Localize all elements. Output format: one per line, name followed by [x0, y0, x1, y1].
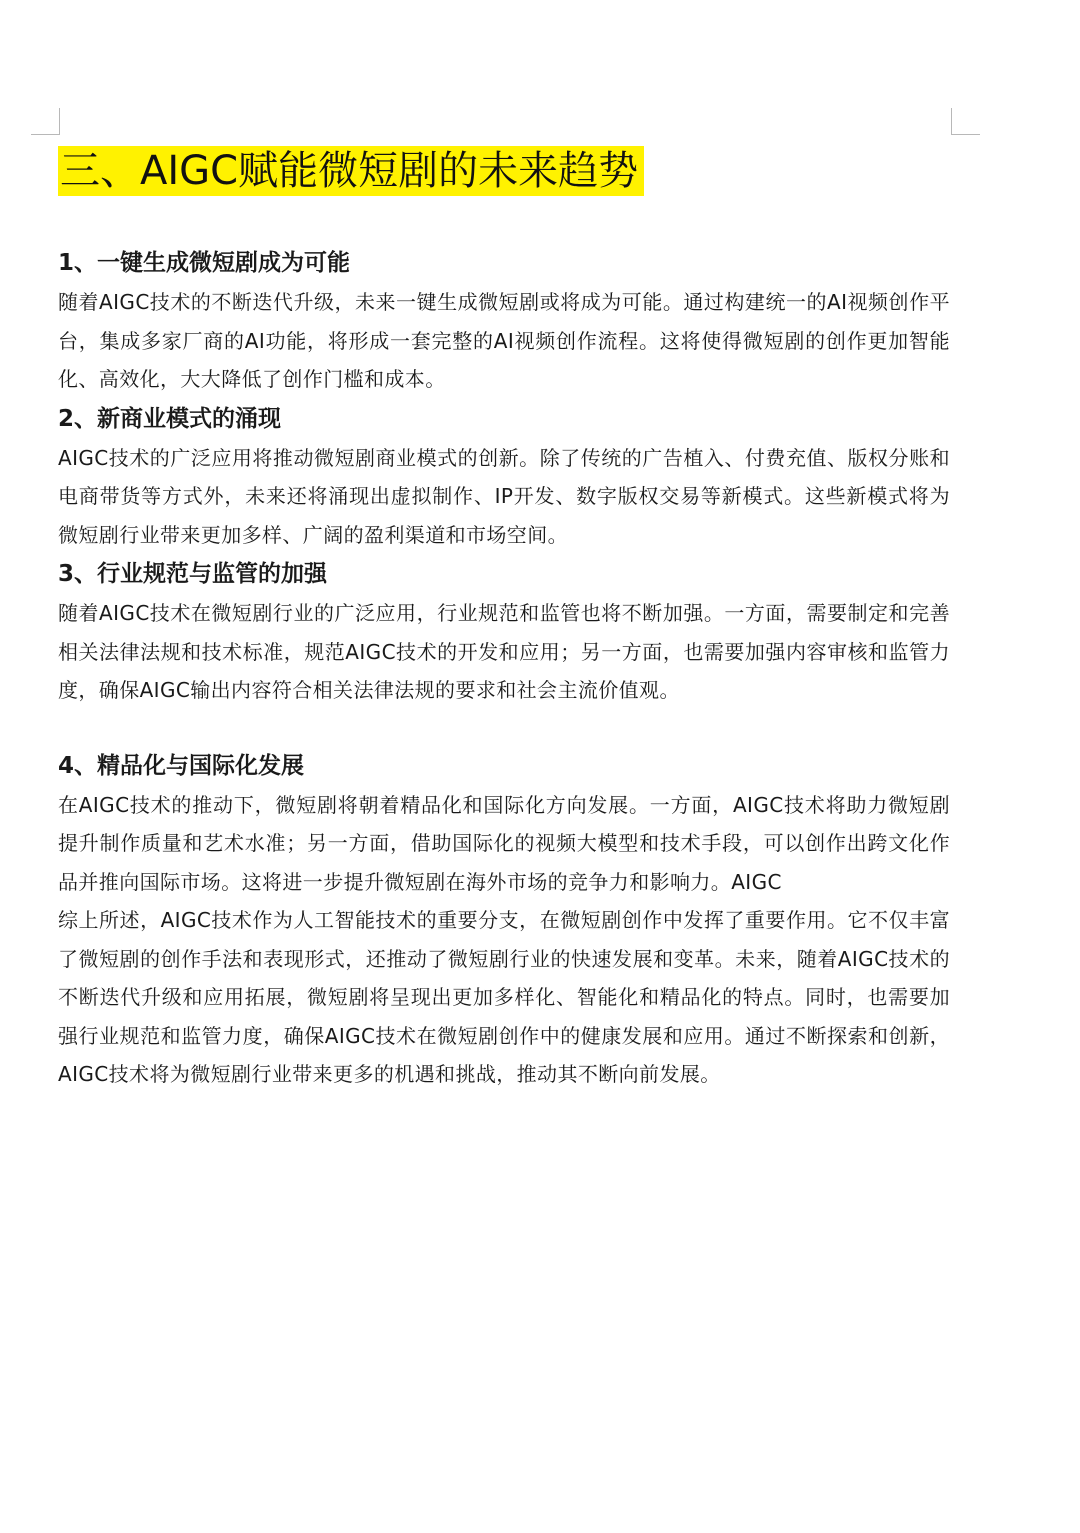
section-paragraph: AIGC技术的广泛应用将推动微短剧商业模式的创新。除了传统的广告植入、付费充值、版权分账和电商带货等方式外，未来还将涌现出虚拟制作、IP开发、数字版权交易等新模式。这些新模式将为微短剧行业带来更加多样、广阔的盈利渠道和市场空间。: [58, 445, 950, 547]
section-heading: 1、一键生成微短剧成为可能: [58, 250, 351, 276]
section-new-business-models: [58, 399, 950, 555]
page-title: 三、AIGC赋能微短剧的未来趋势: [58, 146, 644, 196]
section-heading: 3、行业规范与监管的加强: [58, 561, 328, 587]
crop-mark-top-left: [31, 108, 60, 135]
section-paragraph: 随着AIGC技术在微短剧行业的广泛应用，行业规范和监管也将不断加强。一方面，需要制定和完善相关法律法规和技术标准，规范AIGC技术的开发和应用；另一方面，也需要加强内容审核和监管力度，确保AIGC输出内容符合相关法律法规的要求和社会主流价值观。: [58, 601, 950, 702]
section-heading: 2、新商业模式的涌现: [58, 405, 282, 432]
crop-mark-top-right: [951, 108, 980, 135]
section-heading: 4、精品化与国际化发展: [58, 752, 305, 779]
section-paragraph: 随着AIGC技术的不断迭代升级，未来一键生成微短剧或将成为可能。通过构建统一的AI视频创作平台，集成多家厂商的AI功能，将形成一套完整的AI视频创作流程。这将使得微短剧的创作更加智能化、高效化，大大降低了创作门槛和成本。: [58, 290, 950, 391]
paragraph-gap: [58, 710, 950, 746]
section-one-click-generation: [58, 243, 950, 399]
section-paragraph: 在AIGC技术的推动下，微短剧将朝着精品化和国际化方向发展。一方面，AIGC技术将助力微短剧提升制作质量和艺术水准；另一方面，借助国际化的视频大模型和技术手段，可以创作出跨文化作品并推向国际市场。这将进一步提升微短剧在海外市场的竞争力和影响力。AIGC: [58, 792, 950, 894]
conclusion-paragraph: 综上所述，AIGC技术作为人工智能技术的重要分支，在微短剧创作中发挥了重要作用。它不仅丰富了微短剧的创作手法和表现形式，还推动了微短剧行业的快速发展和变革。未来，随着AIGC技术的不断迭代升级和应用拓展，微短剧将呈现出更加多样化、智能化和精品化的特点。同时，也需要加强行业规范和监管力度，确保AIGC技术在微短剧创作中的健康发展和应用。通过不断探索和创新，AIGC技术将为微短剧行业带来更多的机遇和挑战，推动其不断向前发展。: [58, 908, 950, 1086]
section-quality-globalization: [58, 746, 950, 902]
document-body: [58, 243, 950, 1094]
section-regulation: [58, 554, 950, 710]
